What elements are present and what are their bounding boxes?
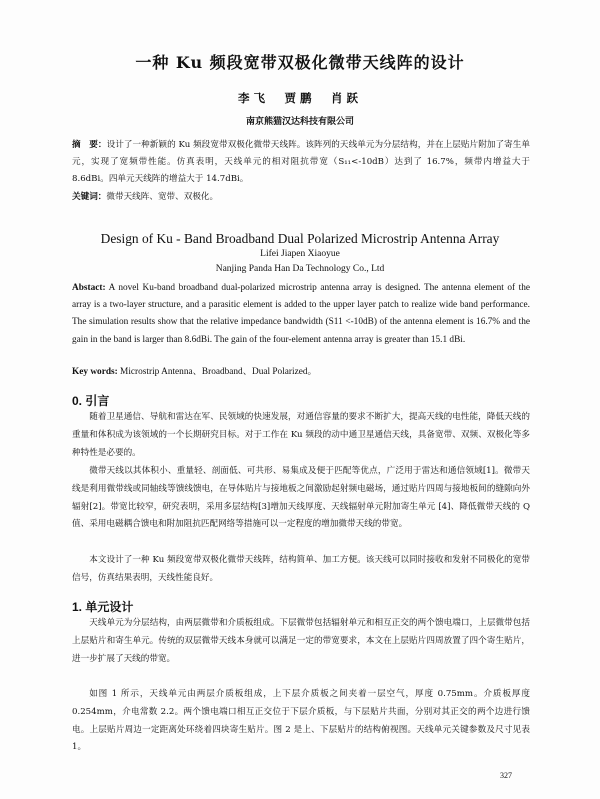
keywords-en-label: Key words:: [72, 367, 118, 377]
abstract-cn-text: 设计了一种新颖的 Ku 频段宽带双极化微带天线阵。该阵列的天线单元为分层结构，并在上层贴片附加了寄生单元，实现了宽频带性能。仿真表明，天线单元的相对阻抗带宽（S₁₁<-10dB）达到了 16.7%，频带内增益大于 8.6dBi。四单元天线阵的增益大于 14.7dBi。: [72, 140, 530, 184]
keywords-cn-text: 微带天线阵、宽带、双极化。: [106, 192, 219, 202]
paper-title-cn: 一种 Ku 频段宽带双极化微带天线阵的设计: [135, 53, 465, 72]
paper-title-en: Design of Ku - Band Broadband Dual Polarized Microstrip Antenna Array: [100, 231, 500, 246]
abstract-en-label: Abstact:: [72, 283, 106, 293]
authors-en: Lifei Jiapen Xiaoyue: [260, 249, 340, 259]
keywords-cn: [72, 189, 530, 206]
keywords-cn-label: 关键词：: [72, 192, 107, 202]
affiliation-cn: 南京熊猫汉达科技有限公司: [245, 117, 354, 127]
paragraph: 本文设计了一种 Ku 频段宽带双极化微带天线阵，结构简单、加工方便。该天线可以同时接收和发射不同极化的宽带信号，仿真结果表明，天线性能良好。: [72, 555, 530, 583]
keywords-en: [72, 364, 530, 381]
abstract-en: [72, 280, 530, 349]
keywords-en-text: Microstrip Antenna、Broadband、Dual Polarized。: [120, 367, 317, 377]
abstract-en-text: A novel Ku-band broadband dual-polarized microstrip antenna array is designed. The antenna element of the array is a two-layer structure, and a parasitic element is added to the upper layer patch to realize wide band performance. The simulation results show that the relative impedance bandwidth (S11 <-10dB) of the antenna element is 16.7% and the gain in the band is larger than 8.6dBi. The gain of the four-element antenna array is greater than 15.1 dBi.: [72, 283, 530, 345]
section-heading-introduction: 0. 引言: [72, 394, 110, 408]
authors-cn: 李飞 贾鹏 肖跃: [238, 91, 362, 105]
paragraph: 如图 1 所示，天线单元由两层介质板组成，上下层介质板之间夹着一层空气，厚度 0.75mm。介质板厚度 0.254mm，介电常数 2.2。两个馈电端口相互正交位于下层介质板，与下层贴片共面，分别对其正交的两个边进行馈电。上层贴片周边一定距离处环绕着四块寄生贴片。图 2 是上、下层贴片的结构俯视图。天线单元关键参数及尺寸见表 1。: [72, 689, 530, 753]
paragraph: 微带天线以其体积小、重量轻、剖面低、可共形、易集成及便于匹配等优点，广泛用于雷达和通信领域[1]。微带天线是利用微带线或同轴线等馈线馈电，在导体贴片与接地板之间激励起射频电磁场，通过贴片四周与接地板间的缝隙向外辐射[2]。带宽比较窄，研究表明，采用多层结构[3]增加天线厚度、天线辐射单元附加寄生单元 [4]、降低微带天线的 Q 值、采用电磁耦合馈电和附加阻抗匹配网络等措施可以一定程度的增加微带天线的带宽。: [72, 466, 530, 530]
section-heading-unit-design: 1. 单元设计: [72, 600, 134, 614]
paragraph: 随着卫星通信、导航和雷达在军、民领域的快速发展，对通信容量的要求不断扩大，提高天线的电性能，降低天线的重量和体积成为该领域的一个长期研究目标。对于工作在 Ku 频段的动中通卫星通信天线，具备宽带、双频、双极化等多种特性是必要的。: [72, 412, 530, 458]
abstract-cn-label: 摘 要：: [72, 140, 107, 150]
affiliation-en: Nanjing Panda Han Da Technology Co., Ltd: [215, 264, 385, 274]
paragraph: 天线单元为分层结构，由两层微带和介质板组成。下层微带包括辐射单元和相互正交的两个馈电端口，上层微带包括上层贴片和寄生单元。传统的双层微带天线本身就可以满足一定的带宽要求，本文在上层贴片四周放置了四个寄生贴片，进一步扩展了天线的带宽。: [72, 618, 530, 664]
abstract-cn: [72, 137, 530, 188]
page-number: 327: [500, 771, 512, 780]
